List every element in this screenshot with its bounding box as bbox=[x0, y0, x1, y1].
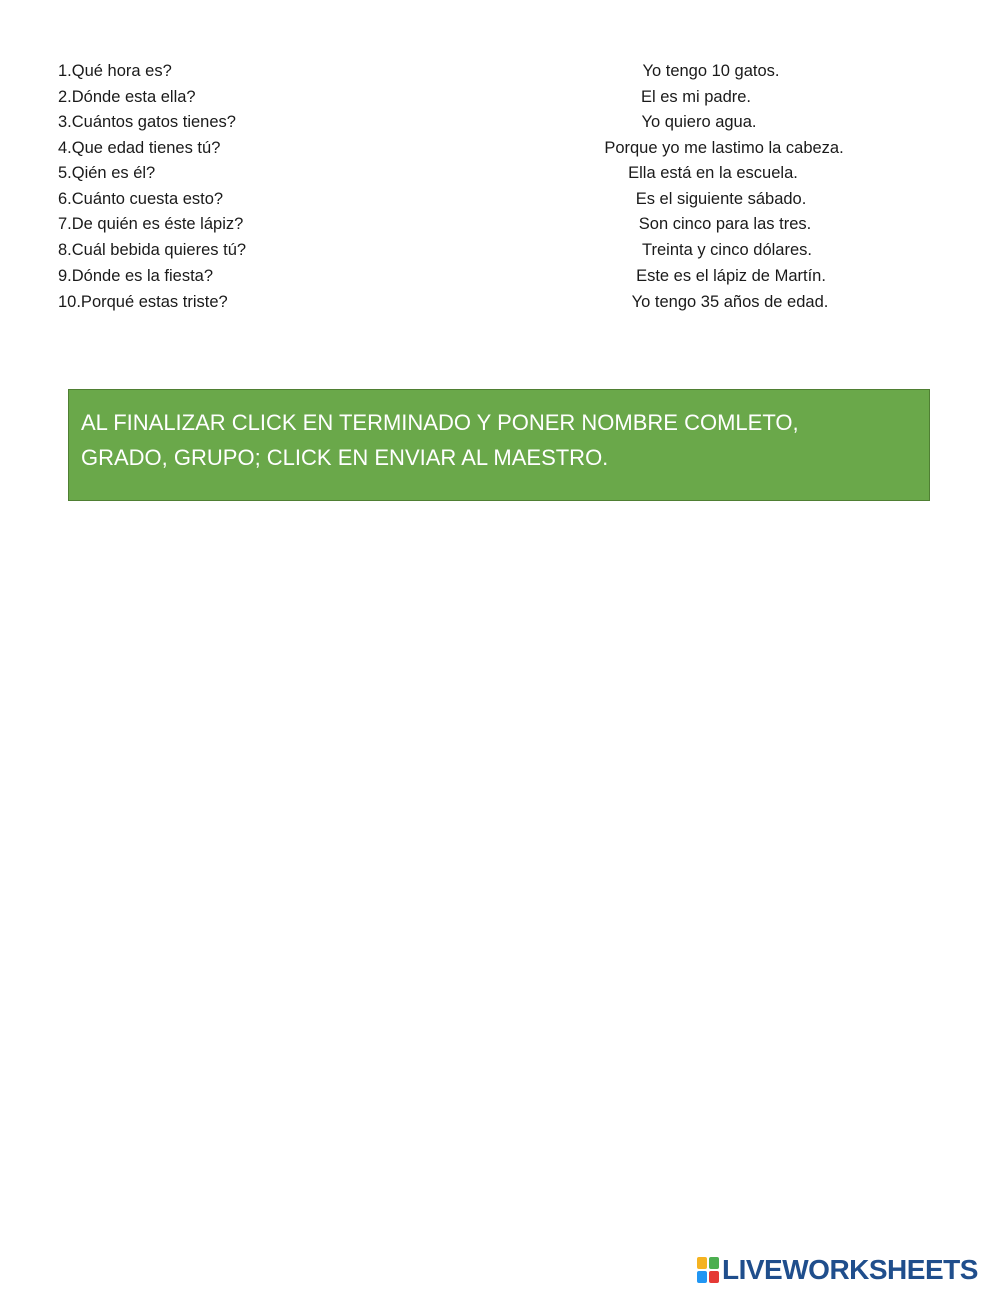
answer-6[interactable]: Es el siguiente sábado. bbox=[635, 190, 807, 208]
answer-2[interactable]: El es mi padre. bbox=[640, 88, 752, 106]
brand-name: LIVEWORKSHEETS bbox=[722, 1254, 978, 1285]
question-2: 2.Dónde esta ella? bbox=[58, 88, 196, 106]
question-7: 7.De quién es éste lápiz? bbox=[58, 215, 244, 233]
answer-3[interactable]: Yo quiero agua. bbox=[641, 113, 757, 131]
answer-8[interactable]: Treinta y cinco dólares. bbox=[642, 241, 812, 259]
liveworksheets-logo-icon bbox=[697, 1257, 719, 1283]
question-1: 1.Qué hora es? bbox=[58, 62, 172, 80]
question-5: 5.Qién es él? bbox=[58, 164, 156, 182]
answer-5[interactable]: Ella está en la escuela. bbox=[628, 164, 798, 182]
question-3: 3.Cuántos gatos tienes? bbox=[58, 113, 236, 131]
instruction-text: AL FINALIZAR CLICK EN TERMINADO Y PONER NOMBRE COMLETO, GRADO, GRUPO; CLICK EN ENVIAR AL MAESTRO. bbox=[81, 410, 799, 470]
question-6: 6.Cuánto cuesta esto? bbox=[58, 190, 224, 208]
answer-1[interactable]: Yo tengo 10 gatos. bbox=[642, 62, 780, 80]
question-10: 10.Porqué estas triste? bbox=[58, 293, 228, 311]
question-8: 8.Cuál bebida quieres tú? bbox=[58, 241, 247, 259]
instruction-box bbox=[68, 389, 930, 501]
answer-7[interactable]: Son cinco para las tres. bbox=[638, 215, 812, 233]
answer-10[interactable]: Yo tengo 35 años de edad. bbox=[631, 293, 829, 311]
answer-4[interactable]: Porque yo me lastimo la cabeza. bbox=[604, 139, 844, 157]
question-9: 9.Dónde es la fiesta? bbox=[58, 267, 214, 285]
question-4: 4.Que edad tienes tú? bbox=[58, 139, 221, 157]
answer-9[interactable]: Este es el lápiz de Martín. bbox=[636, 267, 826, 285]
liveworksheets-logo bbox=[697, 1255, 978, 1285]
